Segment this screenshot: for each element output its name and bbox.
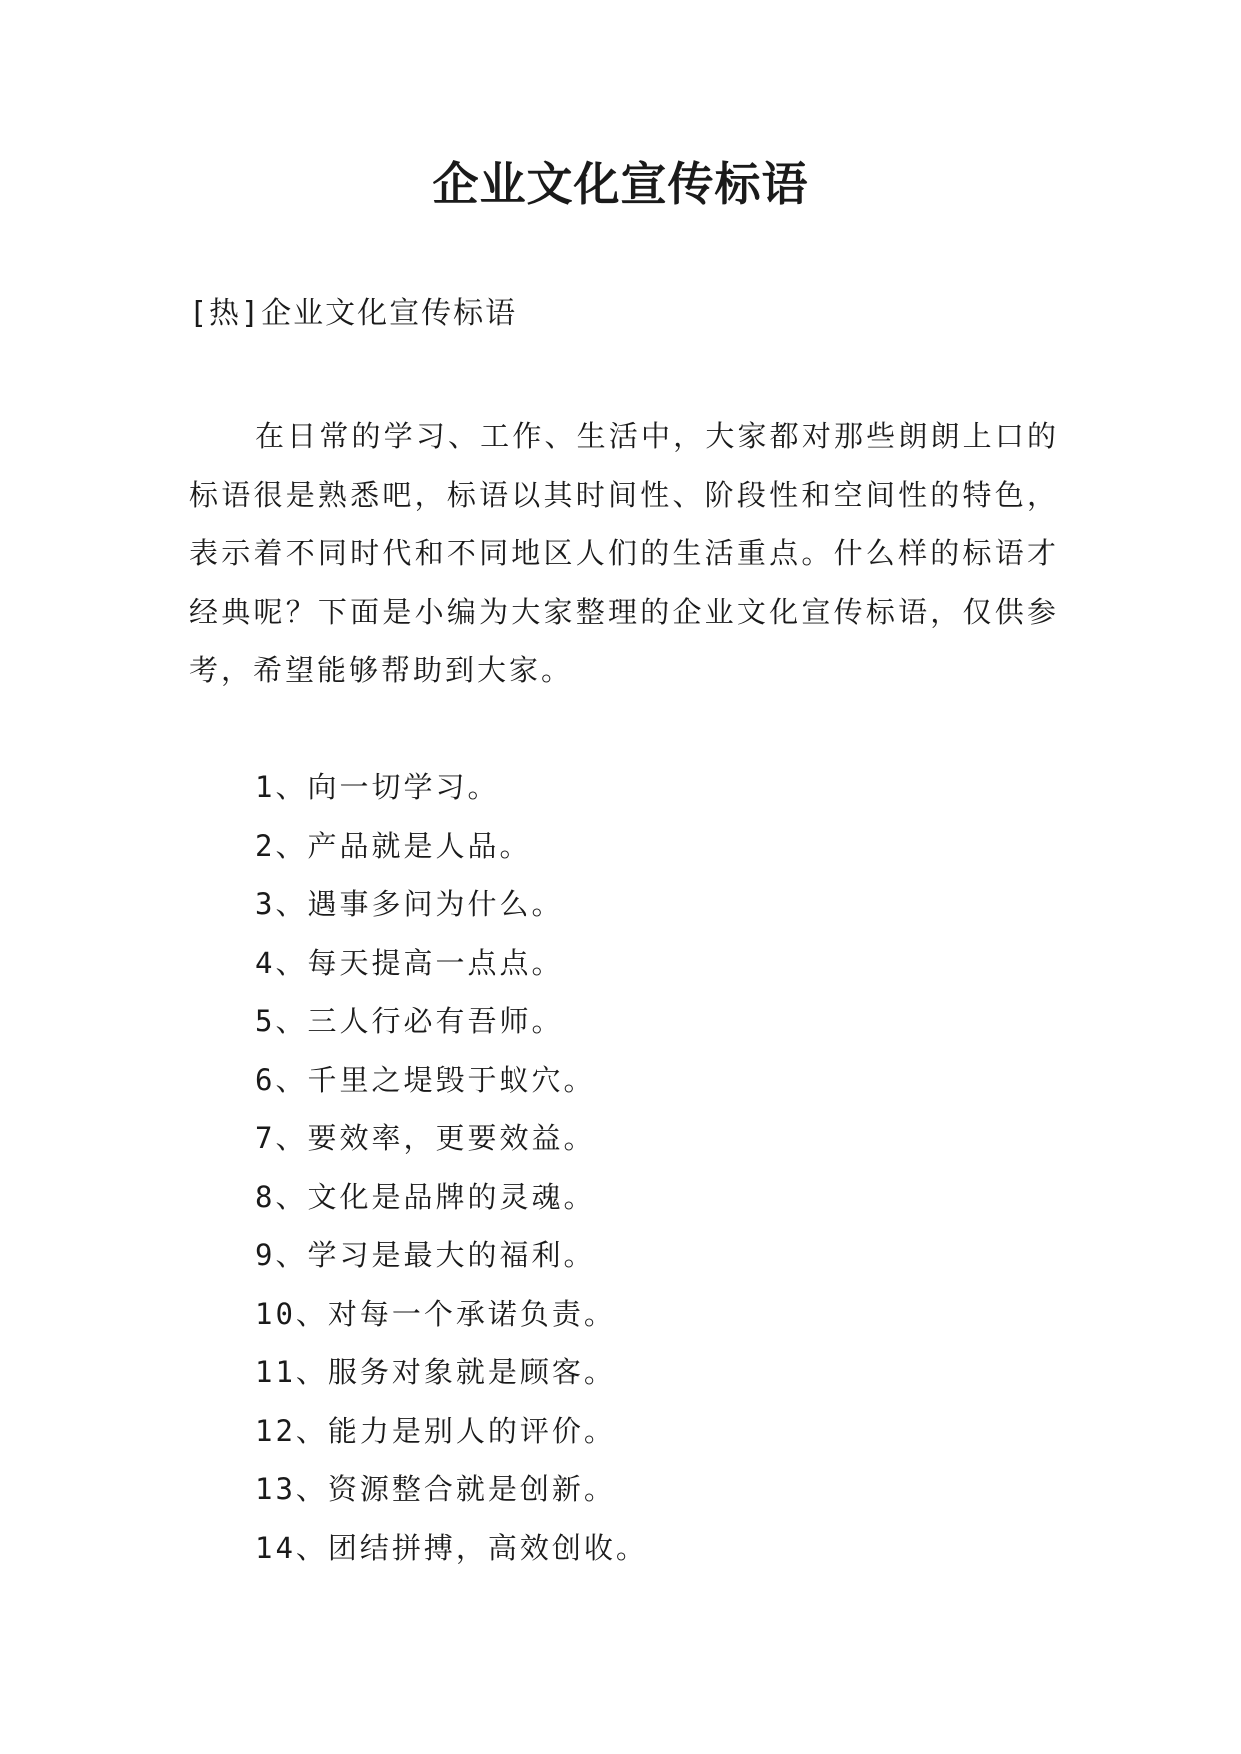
list-item: 12、能力是别人的评价。: [255, 1413, 616, 1448]
list-item: 6、千里之堤毁于蚁穴。: [255, 1062, 596, 1097]
list-item: 3、遇事多问为什么。: [255, 887, 564, 921]
list-item: 10、对每一个承诺负责。: [255, 1296, 616, 1331]
list-item: 9、学习是最大的福利。: [255, 1238, 596, 1272]
slogan-list: [255, 758, 648, 1577]
list-item: 14、团结拼搏，高效创收。: [255, 1530, 648, 1565]
list-item: 11、服务对象就是顾客。: [255, 1355, 616, 1389]
document-subtitle: [热]企业文化宣传标语: [189, 296, 518, 331]
intro-paragraph: 在日常的学习、工作、生活中，大家都对那些朗朗上口的标语很是熟悉吧，标语以其时间性、阶段性和空间性的特色，表示着不同时代和不同地区人们的生活重点。什么样的标语才经典呢？下面是小编为大家整理的企业文化宣传标语，仅供参考，希望能够帮助到大家。: [189, 419, 1059, 687]
list-item: 2、产品就是人品。: [255, 828, 532, 863]
list-item: 7、要效率，更要效益。: [255, 1121, 596, 1155]
list-item: 1、向一切学习。: [255, 770, 500, 804]
list-item: 5、三人行必有吾师。: [255, 1004, 564, 1038]
list-item: 4、每天提高一点点。: [255, 945, 564, 980]
document-title: 企业文化宣传标语: [432, 157, 809, 211]
list-item: 8、文化是品牌的灵魂。: [255, 1179, 596, 1214]
list-item: 13、资源整合就是创新。: [255, 1472, 616, 1506]
